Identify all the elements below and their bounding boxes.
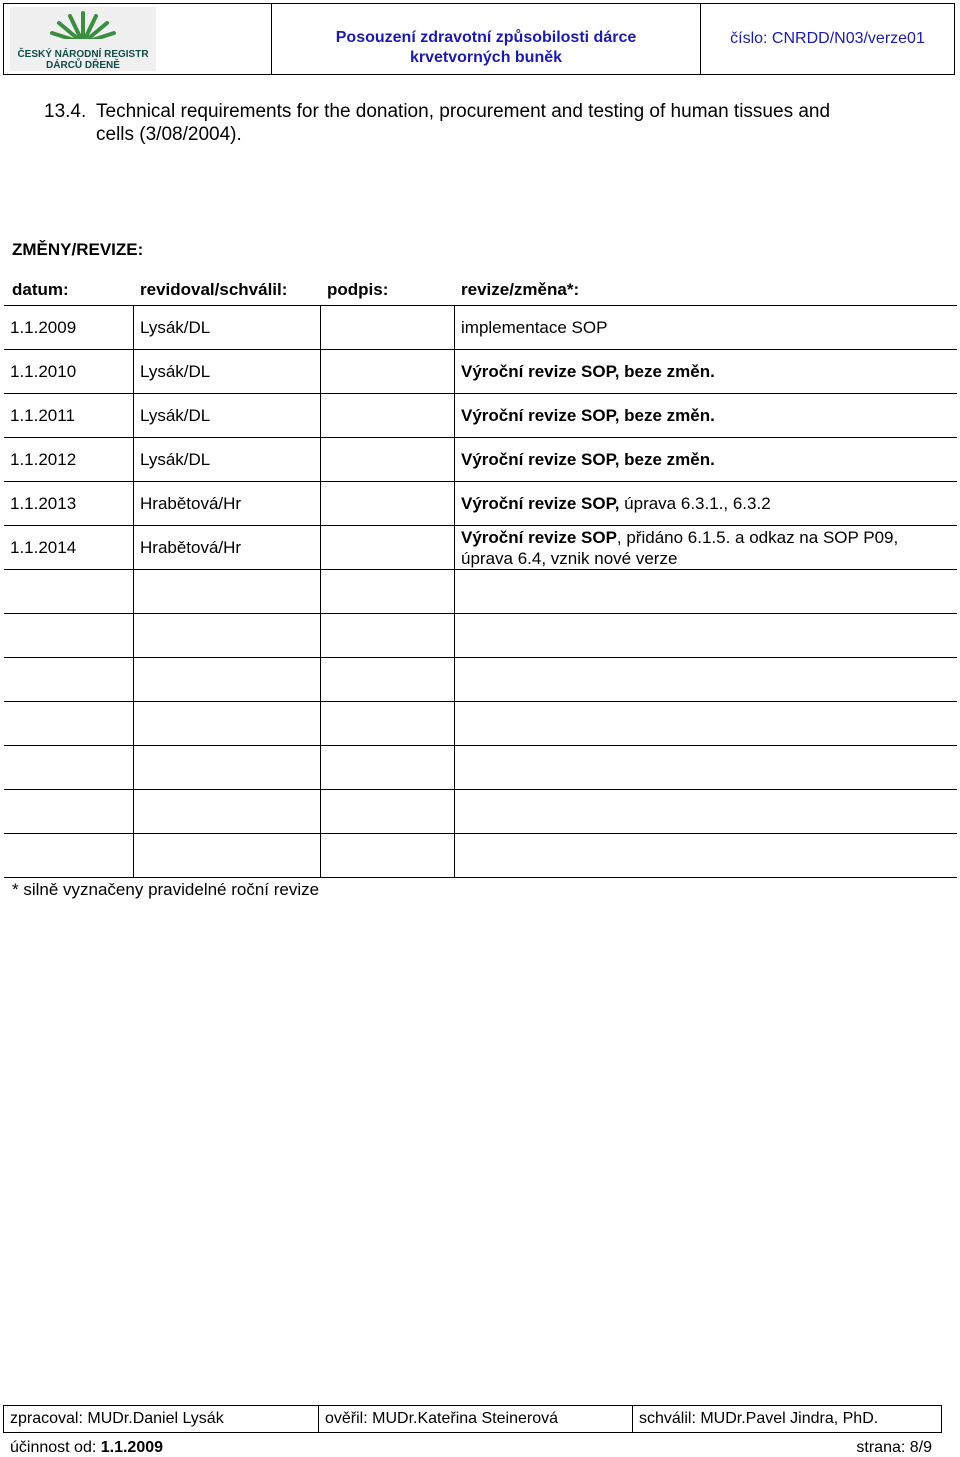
revision-change-text: , přidáno 6.1.5. a odkaz na SOP P09, [616, 527, 899, 547]
approved-by: schválil: MUDr.Pavel Jindra, PhD. [632, 1406, 941, 1432]
empty-cell [4, 702, 134, 746]
document-title [272, 4, 701, 74]
empty-cell [134, 746, 321, 790]
revision-date: 1.1.2014 [4, 526, 134, 570]
revision-change-bold: Výroční revize SOP, beze změn. [461, 449, 715, 469]
empty-cell [455, 658, 958, 702]
empty-cell [134, 614, 321, 658]
revision-date: 1.1.2011 [4, 394, 134, 438]
empty-cell [4, 746, 134, 790]
document-title-line2: krvetvorných buněk [409, 49, 563, 66]
table-row [4, 438, 957, 482]
empty-cell [134, 834, 321, 878]
revision-reviewer: Hrabětová/Hr [134, 482, 321, 526]
table-row [4, 394, 957, 438]
empty-table-row [4, 658, 957, 702]
revision-signature [321, 394, 455, 438]
empty-table-row [4, 746, 957, 790]
document-footer [3, 1405, 942, 1433]
empty-cell [4, 834, 134, 878]
col-header-signature: podpis: [327, 280, 389, 299]
revision-change [455, 394, 958, 438]
empty-cell [455, 746, 958, 790]
revision-change [455, 526, 958, 570]
revision-signature [321, 438, 455, 482]
empty-cell [455, 702, 958, 746]
empty-cell [4, 570, 134, 614]
empty-cell [4, 614, 134, 658]
revision-signature [321, 350, 455, 394]
reference-text-line1: Technical requirements for the donation, procurement and testing of human tissues and [96, 101, 831, 122]
empty-cell [4, 658, 134, 702]
revision-table [4, 305, 957, 878]
revision-change-bold: Výroční revize SOP [461, 527, 617, 547]
page-number: strana: 8/9 [856, 1439, 932, 1456]
revision-reviewer: Lysák/DL [134, 394, 321, 438]
revision-date: 1.1.2012 [4, 438, 134, 482]
empty-cell [321, 614, 455, 658]
col-header-change: revize/změna*: [461, 280, 580, 299]
revision-signature [321, 306, 455, 350]
effective-date [10, 1439, 163, 1457]
empty-cell [455, 614, 958, 658]
revision-signature [321, 482, 455, 526]
empty-cell [4, 790, 134, 834]
revision-change-text: implementace SOP [461, 317, 608, 337]
empty-cell [455, 790, 958, 834]
revision-change [455, 438, 958, 482]
effective-label: účinnost od: [10, 1439, 101, 1456]
document-title-line1: Posouzení zdravotní způsobilosti dárce [335, 29, 637, 46]
revision-reviewer: Lysák/DL [134, 438, 321, 482]
empty-cell [134, 790, 321, 834]
revision-change-line2: úprava 6.4, vznik nové verze [461, 548, 678, 568]
logo-text-line2: DÁRCŮ DŘENĚ [46, 60, 120, 71]
revision-change-bold: Výroční revize SOP, [461, 493, 620, 513]
revision-change-text: úprava 6.3.1., 6.3.2 [619, 493, 771, 513]
empty-cell [455, 834, 958, 878]
reference-number: 13.4. [44, 101, 87, 122]
revision-reviewer: Lysák/DL [134, 350, 321, 394]
empty-cell [321, 658, 455, 702]
empty-cell [455, 570, 958, 614]
revision-signature [321, 526, 455, 570]
prepared-by: zpracoval: MUDr.Daniel Lysák [10, 1410, 224, 1427]
col-header-date: datum: [12, 280, 69, 299]
effective-date-value: 1.1.2009 [100, 1439, 164, 1456]
revision-reviewer: Hrabětová/Hr [134, 526, 321, 570]
empty-cell [321, 746, 455, 790]
revision-change [455, 482, 958, 526]
reference-text-line2: cells (3/08/2004). [96, 124, 242, 145]
revision-reviewer: Lysák/DL [134, 306, 321, 350]
empty-table-row [4, 790, 957, 834]
sunrise-logo-icon [48, 9, 118, 47]
revision-change [455, 350, 958, 394]
empty-cell [321, 570, 455, 614]
revision-date: 1.1.2013 [4, 482, 134, 526]
table-row [4, 526, 957, 570]
empty-cell [321, 834, 455, 878]
revision-date: 1.1.2010 [4, 350, 134, 394]
table-row [4, 350, 957, 394]
col-header-reviewer: revidoval/schválil: [140, 280, 288, 299]
empty-table-row [4, 614, 957, 658]
revision-note: * silně vyznačeny pravidelné roční revize [12, 880, 320, 899]
reference-item [44, 100, 934, 146]
document-header [3, 3, 955, 75]
revision-date: 1.1.2009 [4, 306, 134, 350]
empty-cell [134, 702, 321, 746]
logo-cell [4, 4, 272, 74]
empty-cell [134, 658, 321, 702]
revision-change [455, 306, 958, 350]
empty-table-row [4, 702, 957, 746]
table-row [4, 482, 957, 526]
logo-text-line1: ČESKÝ NÁRODNÍ REGISTR [17, 49, 149, 60]
empty-table-row [4, 834, 957, 878]
revision-change-bold: Výroční revize SOP, beze změn. [461, 361, 715, 381]
empty-cell [321, 790, 455, 834]
empty-cell [134, 570, 321, 614]
empty-table-row [4, 570, 957, 614]
table-row [4, 306, 957, 350]
document-code: číslo: CNRDD/N03/verze01 [730, 30, 925, 47]
registry-logo [10, 7, 156, 71]
empty-cell [321, 702, 455, 746]
changes-title: ZMĚNY/REVIZE: [12, 240, 144, 259]
revision-change-bold: Výroční revize SOP, beze změn. [461, 405, 715, 425]
verified-by: ověřil: MUDr.Kateřina Steinerová [318, 1406, 632, 1432]
